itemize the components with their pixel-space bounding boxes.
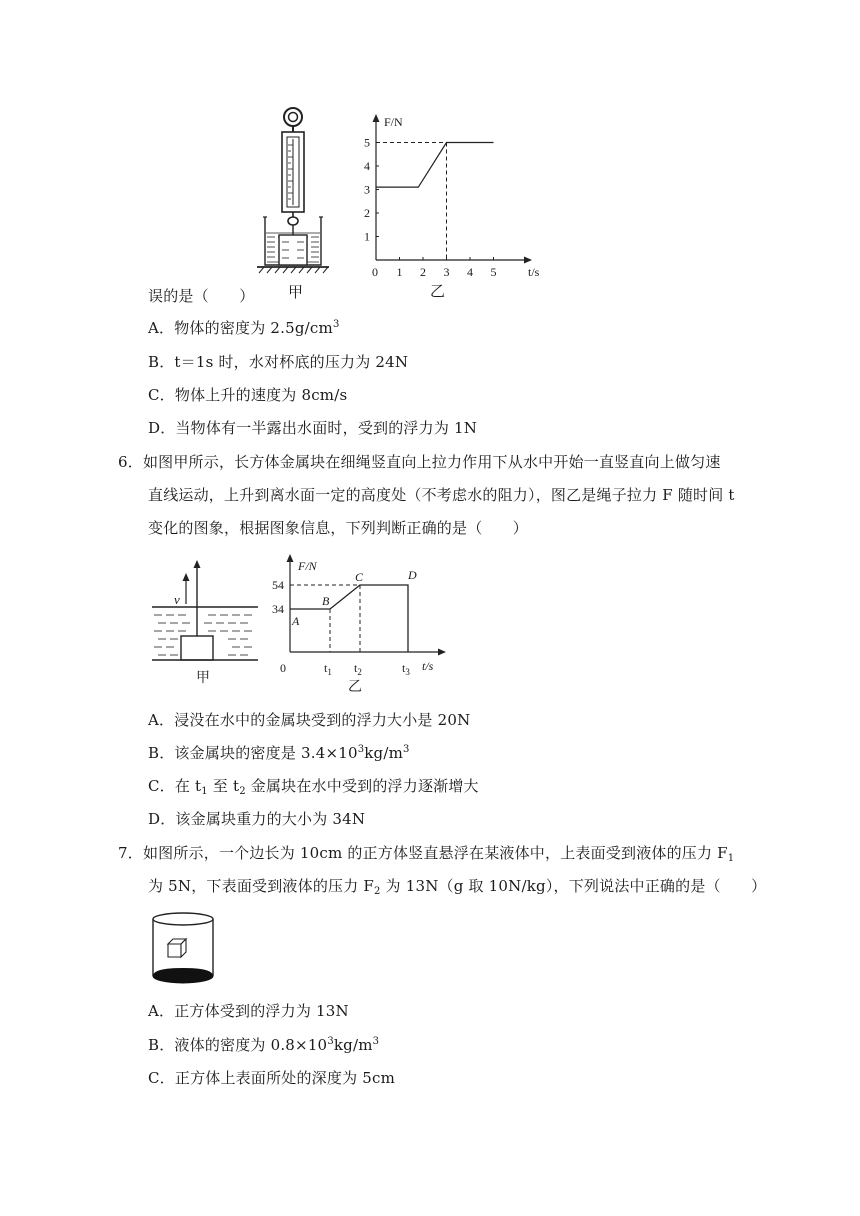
q6-force-line [290, 585, 408, 652]
q5-option-b: B．t＝1s 时，水对杯底的压力为 24N [148, 353, 409, 371]
fig5-y-axis-label: F/N [384, 115, 403, 129]
q7-option-a: A．正方体受到的浮力为 13N [148, 1002, 349, 1020]
fig5-x-tick-4: 4 [467, 265, 473, 279]
q7-option-b: B．液体的密度为 $0.8\times 10^3kg/m^3$ [148, 1036, 380, 1054]
q6-x-axis-label: t/s [422, 659, 434, 673]
fig5-force-line [376, 143, 494, 188]
q5-option-a: A．物体的密度为 $2.5g/cm^3$ [148, 319, 340, 337]
q6-y-axis-label: F/N [298, 559, 317, 573]
q6-force-time-chart [270, 552, 460, 697]
q6-point-a: A [292, 614, 300, 628]
q6-y-tick-34: 34 [272, 602, 284, 616]
q6-x-tick-t3: $t_3$ [402, 661, 410, 677]
q6-y-tick-54: 54 [272, 578, 284, 592]
q6-jia-caption: 甲 [196, 670, 210, 686]
q6-velocity-label: v [174, 592, 180, 607]
fig5-y-tick-3: 3 [364, 182, 370, 197]
q6-yi-caption: 乙 [348, 679, 362, 695]
q6-option-d: D．该金属块重力的大小为 34N [148, 810, 366, 828]
q5-stem-tail: 误的是（ ） [148, 287, 255, 305]
spring-scale-figure [255, 105, 335, 300]
q7-stem-line1: 7．如图所示，一个边长为 10cm 的正方体竖直悬浮在某液体中，上表面受到液体的压力 $F_1$ [118, 844, 735, 864]
q6-point-c: C [355, 570, 364, 584]
fig5-x-tick-2: 2 [420, 265, 426, 279]
q6-stem-line3: 变化的图象，根据图象信息，下列判断正确的是（ ） [148, 519, 529, 537]
fig5-origin-label: 0 [372, 265, 378, 279]
fig5-x-axis-label: t/s [528, 265, 540, 279]
fig5-jia-caption: 甲 [288, 283, 304, 301]
q7-stem-line2: 为 5N，下表面受到液体的压力 $F_2$ 为 13N（g 取 10N/kg），下列说法中正确的是（ ） [148, 877, 767, 897]
fig5-y-tick-4: 4 [364, 159, 370, 173]
q7-cube-in-container-figure [150, 910, 220, 985]
q5-option-d: D．当物体有一半露出水面时，受到的浮力为 1N [148, 419, 478, 437]
q6-stem-line1: 6．如图甲所示，长方体金属块在细绳竖直向上拉力作用下从水中开始一直竖直向上做匀速 [118, 453, 721, 471]
q7-option-c: C．正方体上表面所处的深度为 5cm [148, 1069, 396, 1087]
q6-point-b: B [322, 594, 330, 608]
q6-point-d: D [408, 568, 417, 582]
fig5-x-tick-1: 1 [396, 265, 403, 279]
q6-block-in-water-figure [150, 560, 260, 690]
q5-option-c: C．物体上升的速度为 8cm/s [148, 386, 348, 404]
q6-x-tick-t1: $t_1$ [324, 661, 332, 677]
fig5-y-tick-2: 2 [364, 206, 370, 220]
q6-origin-label: 0 [280, 661, 286, 675]
q6-stem-line2: 直线运动，上升到离水面一定的高度处（不考虑水的阻力），图乙是绳子拉力 F 随时间 t [148, 486, 735, 504]
fig5-y-tick-5: 5 [364, 135, 370, 150]
fig5-x-tick-5: 5 [490, 265, 497, 279]
q6-option-c: C．在 $t_1$ 至 $t_2$ 金属块在水中受到的浮力逐渐增大 [148, 777, 479, 797]
fig5-y-tick-1: 1 [364, 229, 370, 244]
q6-option-a: A．浸没在水中的金属块受到的浮力大小是 20N [148, 711, 471, 729]
fig5-x-tick-3: 3 [443, 265, 450, 279]
q6-option-b: B．该金属块的密度是 $3.4\times 10^3kg/m^3$ [148, 744, 410, 762]
fig5-yi-caption: 乙 [430, 282, 446, 300]
fig5-force-time-chart [360, 110, 550, 300]
q6-x-tick-t2: $t_2$ [354, 661, 362, 677]
